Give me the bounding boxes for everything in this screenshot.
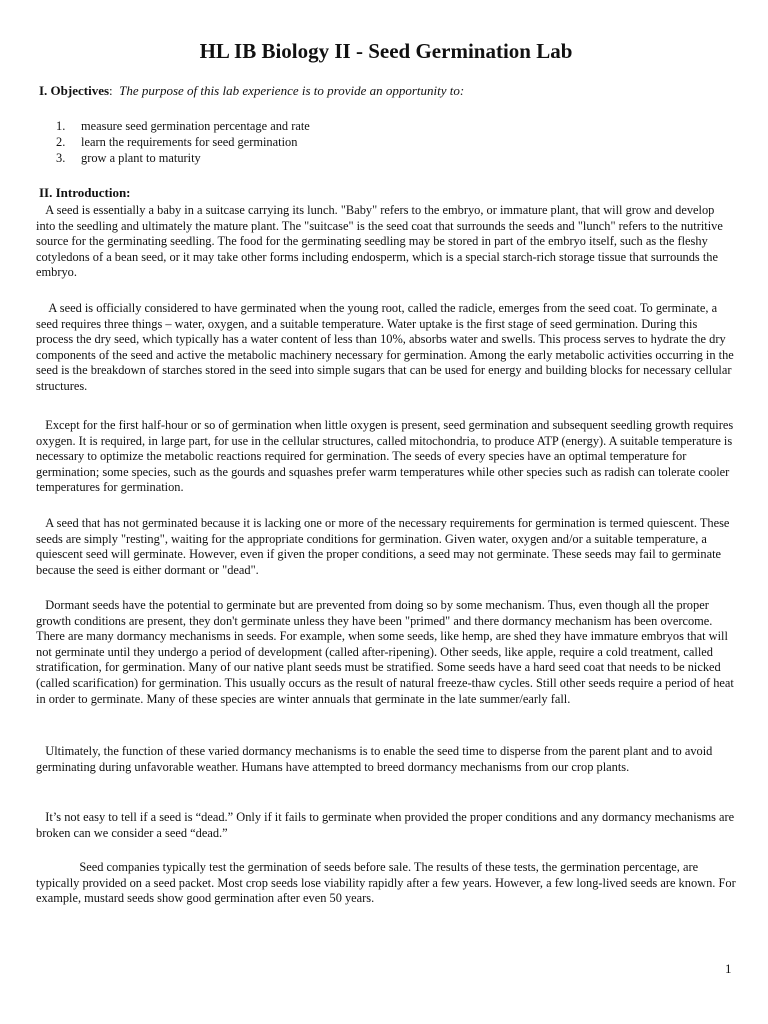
introduction-heading: II. Introduction: [39,185,131,200]
list-item [56,151,310,167]
objectives-list [56,119,310,166]
paragraph: A seed is essentially a baby in a suitcase carrying its lunch. "Baby" refers to the embryo, or immature plant, that will grow and develop into the seedling and ultimately the mature plant. The "suitcase" is the seed coat that surrounds the seeds and "lunch" refers to the nutritive source for the germinating seedling. The food for the germinating seedling may be stored in part of the embryo itself, such as the fleshy cotyledons of a bean seed, or it may take other forms including endosperm, which is a special starch-rich storage tissue that surrounds the embryo. [36,203,723,280]
paragraph: Ultimately, the function of these varied dormancy mechanisms is to enable the seed time to disperse from the parent plant and to avoid germinating during unfavorable weather. Humans have attempted to breed dormancy mechanisms from our crop plants. [36,744,713,774]
list-item [56,119,310,135]
objectives-line: I. Objectives: The purpose of this lab experience is to provide an opportunity to: [39,83,465,98]
list-item [56,135,310,151]
document-page [36,0,736,1024]
list-item-text: learn the requirements for seed germination [81,134,298,149]
objectives-heading: I. Objectives [39,83,110,98]
list-item-text: measure seed germination percentage and rate [81,119,310,133]
list-item-text: grow a plant to maturity [81,150,201,165]
objectives-intro: The purpose of this lab experience is to provide an opportunity to: [119,83,465,98]
paragraph: A seed that has not germinated because it is lacking one or more of the necessary requirements for germination is termed quiescent. These seeds are simply "resting", waiting for the appropriate conditions for germination. Given water, oxygen and/or a suitable temperature, a quiescent seed will germinate. However, even if given the proper conditions, a seed may not germinate. These seeds may fail to germinate because the seed is either dormant or "dead". [36,516,730,577]
list-item-number: 3. [56,150,66,165]
paragraph: Dormant seeds have the potential to germinate but are prevented from doing so by some mechanism. Thus, even though all the proper growth conditions are present, they don't germinate unless they have been "primed" and there dormancy mechanism has been overcome. There are many dormancy mechanisms in seeds. For example, when some seeds, like hemp, are shed they have immature embryos that will not germinate until they undergo a period of development (called after-ripening). Other seeds, like apple, require a cold treatment, called stratification, for germination. Many of our native plant seeds must be stratified. Some seeds have a hard seed coat that needs to be nicked (called scarification) for germination. This usually occurs as the result of natural freeze-thaw cycles. Still other seeds require a period of heat in order to germinate. Many of these species are winter annuals that germinate in the late summer/early fall. [36,598,734,706]
page-number: 1 [725,961,732,976]
paragraph: Except for the first half-hour or so of germination when little oxygen is present, seed germination and subsequent seedling growth requires oxygen. It is required, in large part, for use in the cellular structures, called mitochondria, to produce ATP (energy). A suitable temperature is necessary to optimize the metabolic reactions required for germination. The seeds of every species have an optimal temperature for germination; some species, such as the gourds and squashes prefer warm temperatures while other species such as radish can tolerate cooler temperatures for germination. [36,418,734,495]
list-item-number: 1. [56,119,66,133]
paragraph: It’s not easy to tell if a seed is “dead.” Only if it fails to germinate when provided the proper conditions and any dormancy mechanisms are broken can we consider a seed “dead.” [36,810,735,840]
paragraph: A seed is officially considered to have germinated when the young root, called the radicle, emerges from the seed coat. To germinate, a seed requires three things – water, oxygen, and a suitable temperature. Water uptake is the first stage of seed germination. During this process the dry seed, which typically has a water content of less than 10%, absorbs water and swells. This process serves to hydrate the dry components of the seed and active the metabolic machinery necessary for germination. Among the early metabolic activities occurring in the seed is the breakdown of starches stored in the seed into simple sugars that can be used for energy and building blocks for necessary cellular structures. [36,301,734,393]
paragraph: Seed companies typically test the germination of seeds before sale. The results of these tests, the germination percentage, are typically provided on a seed packet. Most crop seeds lose viability rapidly after a few years. However, a few long-lived seeds are known. For example, mustard seeds show good germination after even 50 years. [36,860,736,906]
list-item-number: 2. [56,134,66,149]
page-title: HL IB Biology II - Seed Germination Lab [199,39,573,63]
